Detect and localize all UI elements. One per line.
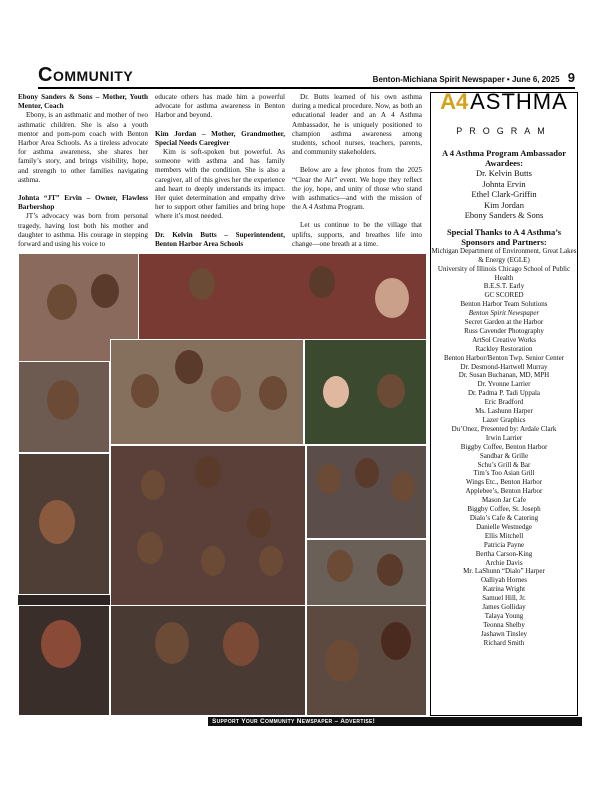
awardee-name: Dr. Kelvin Butts — [476, 168, 532, 179]
sponsor-item: Michigan Department of Environment, Great Lakes & Energy (EGLE) — [431, 246, 577, 264]
sponsor-item: Dialo’s Cafe & Catering — [469, 513, 539, 522]
sponsor-item: Dr. Desmond-Hartwell Murray — [460, 362, 548, 371]
sponsor-item: Ms. Lashunn Harper — [475, 407, 533, 416]
sponsor-item: Dr. Padma P. Tadi Uppala — [467, 389, 541, 398]
photo-3 — [18, 361, 110, 453]
sponsor-item: Biggby Coffee, Benton Harbor — [460, 442, 548, 451]
sponsor-item: James Golliday — [482, 603, 526, 612]
sponsor-item: Sandbar & Grille — [479, 451, 529, 460]
article-paragraph: Ebony, is an asthmatic and mother of two asthmatic children. She is also a youth mentor and pom-pom coach with Benton Harbor Area Schools. As a tireless advocate for asthma awareness, she shares her family’s story, and brings visibility, hope, and strength to other families navigating asthma. — [18, 111, 148, 184]
header-info — [373, 70, 575, 85]
sponsor-item: Oalliyah Hornes — [480, 576, 528, 585]
sponsor-item: Patricia Payne — [483, 540, 525, 549]
photo-10 — [18, 605, 110, 715]
sponsor-item: Bertha Carson-King — [475, 549, 533, 558]
article-column-1 — [18, 93, 148, 249]
sponsor-item: Archie Davis — [485, 558, 523, 567]
article-column-3 — [292, 93, 422, 249]
photo-2 — [138, 253, 426, 341]
article-subheading: Ebony Sanders & Sons – Mother, Youth Mentor, Coach — [18, 93, 148, 111]
sponsor-item: Tim’s Too Asian Grill — [473, 469, 535, 478]
page-header — [38, 64, 575, 86]
article-paragraph: educate others has made him a powerful advocate for asthma awareness in Benton Harbor and beyond. — [155, 93, 285, 120]
sponsor-item: Danielle Westnedge — [476, 522, 532, 531]
page-number: 9 — [567, 70, 575, 85]
sponsors-sidebar — [430, 89, 578, 716]
article-paragraph: Dr. Butts learned of his own asthma during a medical procedure. Now, as both an educational leader and an A 4 Asthma Ambassador, he is uniquely positioned to champion asthma awareness among students, school nurses, teachers, parents, and community stakeholders. — [292, 93, 422, 157]
sponsor-item: Benton Harbor Team Solutions — [460, 300, 548, 309]
photo-9 — [306, 539, 426, 607]
sponsor-item: Applebee’s, Benton Harbor — [465, 487, 543, 496]
sponsor-item: Benton Spirit Newspaper — [468, 309, 540, 318]
photo-6 — [18, 453, 110, 595]
photo-12 — [306, 605, 426, 715]
sponsor-item: Lazer Graphics — [482, 416, 526, 425]
photo-11 — [110, 605, 306, 715]
sponsor-item: Mr. LaShunn “Dialo” Harper — [463, 567, 545, 576]
sponsors-list — [431, 247, 577, 648]
sponsor-item: Katrina Wright — [482, 585, 526, 594]
article-subheading: Dr. Kelvin Butts – Superintendent, Benton Harbor Area Schools — [155, 230, 285, 248]
footer-banner: Support Your Community Newspaper – Advertise! — [208, 717, 582, 726]
photo-4 — [110, 339, 304, 445]
awardees-title: A 4 Asthma Program Ambassador Awardees: — [441, 148, 567, 169]
sponsor-item: GC SCORED — [484, 291, 524, 300]
sponsor-item: Dr. Yvonne Larrier — [477, 380, 531, 389]
article-column-2 — [155, 93, 285, 249]
sponsor-item: Talaya Young — [484, 611, 524, 620]
photo-8 — [306, 445, 426, 539]
photo-7 — [110, 445, 306, 607]
awardees-list — [431, 168, 577, 221]
logo-program-text: PROGRAM — [456, 126, 552, 136]
sponsor-item: Russ Cavender Photography — [464, 326, 544, 335]
sponsor-item: Richard Smith — [483, 638, 525, 647]
article-paragraph: JT’s advocacy was born from personal tragedy, having lost both his mother and daughter to asthma. His courage in stepping forward and using his voice to — [18, 212, 148, 249]
sponsor-item: Secret Garden at the Harbor — [464, 318, 544, 327]
sponsor-item: Wings Etc., Benton Harbor — [465, 478, 543, 487]
photo-5 — [304, 339, 426, 445]
photo-collage — [18, 253, 426, 715]
logo-a4-text: A4 — [440, 89, 469, 114]
sponsor-item: Ellis Mitchell — [484, 531, 524, 540]
sponsor-item: Teonna Shelby — [483, 620, 525, 629]
sponsor-item: Schu’s Grill & Bar — [477, 460, 531, 469]
article-paragraph: Kim is soft-spoken but powerful. As someone with asthma and has family members with the condition. She is also a caregiver, all of this gives her the experience and heart to deeply understands its impact. Her quiet determination and empathy drive her to support other families and bring hope where it’s most needed. — [155, 148, 285, 221]
awardee-name: Johnta Ervin — [482, 178, 526, 189]
sponsor-item: Biggby Coffee, St. Joseph — [467, 505, 541, 514]
awardee-name: Ethel Clark-Griffin — [471, 189, 537, 200]
sponsor-item: Benton Harbor/Benton Twp. Senior Center — [443, 353, 565, 362]
publication-date: Benton-Michiana Spirit Newspaper • June 6, 2025 — [372, 75, 560, 84]
sponsor-item: Mason Jar Cafe — [482, 496, 526, 505]
sponsor-item: Dr. Susan Buchanan, MD, MPH — [458, 371, 550, 380]
sponsor-item: Jashawn Tinsley — [480, 629, 528, 638]
article-subheading: Kim Jordan – Mother, Grandmother, Special Needs Caregiver — [155, 129, 285, 147]
awardee-name: Ebony Sanders & Sons — [464, 210, 544, 221]
article-paragraph: Below are a few photos from the 2025 “Clear the Air” event. We hope they reflect the joy, hope, and unity of those who stand with asthmatics—and with the mission of the A 4 Asthma Program. — [292, 166, 422, 212]
sponsor-item: Du’Onez, Presented by: Ardale Clark — [451, 424, 557, 433]
article-paragraph: Let us continue to be the village that uplifts, supports, and breathes life into change—one breath at a time. — [292, 221, 422, 248]
sponsor-item: Eric Bradford — [484, 398, 524, 407]
sponsor-item: University of Illinois Chicago School of Public Health — [437, 264, 571, 282]
awardee-name: Kim Jordan — [484, 199, 524, 210]
sponsors-title: Special Thanks to A 4 Asthma’s Sponsors and Partners: — [446, 226, 562, 247]
section-title: Community — [38, 64, 134, 86]
sponsor-item: Irwin Larrier — [485, 433, 523, 442]
sponsor-item: Rackley Restoration — [475, 344, 533, 353]
sponsor-item: ArtSol Creative Works — [472, 335, 536, 344]
sponsor-item: B.E.S.T. Early — [483, 282, 525, 291]
article-subheading: Johnta “JT” Ervin – Owner, Flawless Barbershop — [18, 194, 148, 212]
sponsor-item: Samuel Hill, Jr. — [482, 594, 526, 603]
a4-asthma-logo — [431, 89, 577, 125]
logo-asthma-text: ASTHMA — [470, 89, 568, 114]
